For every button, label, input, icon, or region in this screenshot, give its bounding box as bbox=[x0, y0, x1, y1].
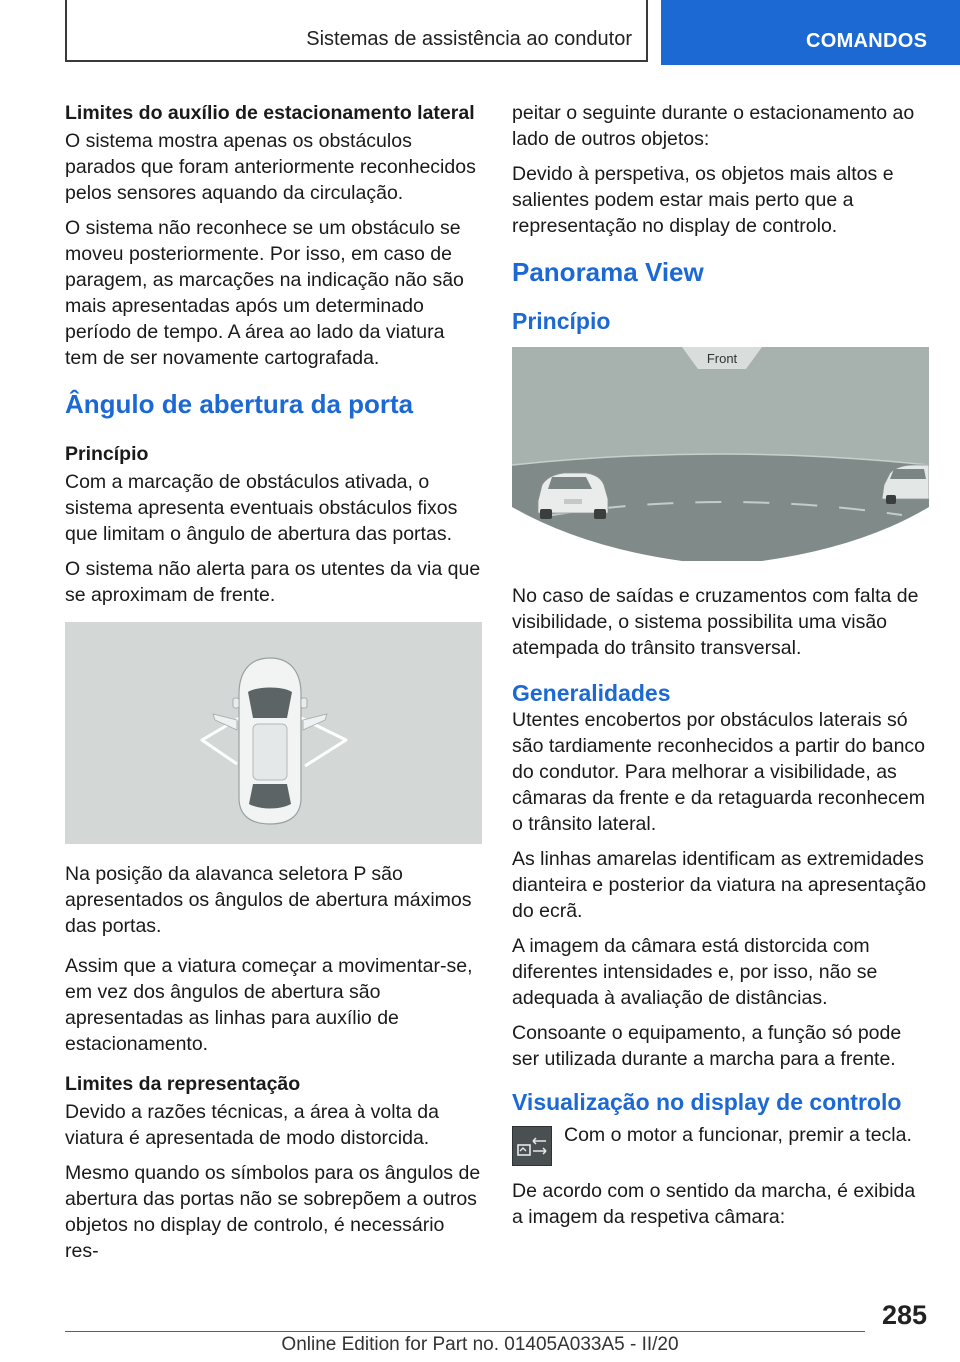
front-label: Front bbox=[706, 351, 738, 366]
paragraph: Devido à perspetiva, os objetos mais altos e salientes podem estar mais perto que a representação no display de controlo. bbox=[512, 163, 894, 237]
paragraph: Com a marcação de obstáculos ativada, o sistema apresenta eventuais obstáculos fixos que limitam o ângulo de abertura das portas. bbox=[65, 471, 458, 545]
heading-control-display: Visualização no display de controlo bbox=[512, 1089, 902, 1115]
paragraph: No caso de saídas e cruzamentos com falta de visibilidade, o sistema possibilita uma visão atempada do trânsito transversal. bbox=[512, 585, 919, 659]
heading-representation-limits: Limites da representação bbox=[65, 1073, 301, 1095]
heading-principle: Princípio bbox=[65, 443, 149, 465]
footer-edition: Online Edition for Part no. 01405A033A5 - II/20 bbox=[281, 1334, 679, 1355]
page-header bbox=[0, 0, 960, 66]
heading-side-parking-limits: Limites do auxílio de estacionamento lateral bbox=[65, 102, 475, 124]
footer-divider bbox=[65, 1331, 865, 1332]
panorama-camera-scene bbox=[512, 347, 929, 569]
key-instruction-text: Com o motor a funcionar, premir a tecla. bbox=[564, 1124, 912, 1146]
paragraph: De acordo com o sentido da marcha, é exibida a imagem da respetiva câmara: bbox=[512, 1180, 916, 1228]
paragraph: Consoante o equipamento, a função só pode ser utilizada durante a marcha para a frente. bbox=[512, 1022, 902, 1070]
header-section-box bbox=[65, 0, 648, 62]
section-title: Sistemas de assistência ao condutor bbox=[306, 28, 632, 50]
paragraph: Mesmo quando os símbolos para os ângulos de abertura das portas não se sobrepõem a outros objetos no display de controlo, é necessário res- bbox=[65, 1162, 481, 1262]
paragraph: As linhas amarelas identificam as extremidades dianteira e posterior da viatura na apresentação do ecrã. bbox=[512, 848, 927, 922]
camera-key-row bbox=[512, 1122, 930, 1170]
paragraph: Utentes encobertos por obstáculos laterais só são tardiamente reconhecidos a partir do banco do condutor. Para melhorar a visibilidade, as câmaras da frente e da retaguarda reconhecem o trânsito lateral. bbox=[512, 709, 926, 835]
paragraph: O sistema não alerta para os utentes da via que se aproximam de frente. bbox=[65, 558, 481, 606]
paragraph: peitar o seguinte durante o estacionamento ao lado de outros objetos: bbox=[512, 102, 915, 150]
page-number: 285 bbox=[881, 1300, 927, 1330]
paragraph: O sistema mostra apenas os obstáculos parados que foram anteriormente reconhecidos pelos sensores aquando da circulação. bbox=[65, 130, 476, 204]
camera-button-icon[interactable] bbox=[512, 1126, 552, 1166]
paragraph: O sistema não reconhece se um obstáculo se moveu posteriormente. Por isso, em caso de paragem, as marcações na indicação não são mais apresentadas após um determinado período de tempo. A área ao lado da viatura tem de ser novamente cartografada. bbox=[65, 217, 464, 369]
paragraph: Assim que a viatura começar a movimentar-se, em vez dos ângulos de abertura são apresentadas as linhas para auxílio de estacionamento. bbox=[65, 955, 473, 1055]
chapter-tab-label: COMANDOS bbox=[806, 30, 928, 52]
chapter-tab[interactable] bbox=[661, 0, 960, 65]
camera-key-glyph bbox=[513, 1127, 551, 1165]
door-angle-illustration bbox=[65, 622, 482, 844]
car-left-image bbox=[538, 473, 608, 519]
paragraph: Na posição da alavanca seletora P são apresentados os ângulos de abertura máximos das portas. bbox=[65, 863, 472, 937]
heading-principle: Princípio bbox=[512, 308, 611, 334]
left-column bbox=[65, 100, 482, 1273]
heading-general: Generalidades bbox=[512, 680, 671, 706]
paragraph: A imagem da câmara está distorcida com diferentes intensidades e, por isso, não se adequada à avaliação de distâncias. bbox=[512, 935, 878, 1009]
heading-door-opening-angle: Ângulo de abertura da porta bbox=[65, 389, 414, 419]
car-top-view-image bbox=[65, 622, 482, 844]
right-column bbox=[512, 100, 930, 1239]
paragraph: Devido a razões técnicas, a área à volta da viatura é apresentada de modo distorcida. bbox=[65, 1101, 439, 1149]
panorama-view-camera-image bbox=[512, 347, 929, 569]
heading-panorama-view: Panorama View bbox=[512, 257, 704, 287]
